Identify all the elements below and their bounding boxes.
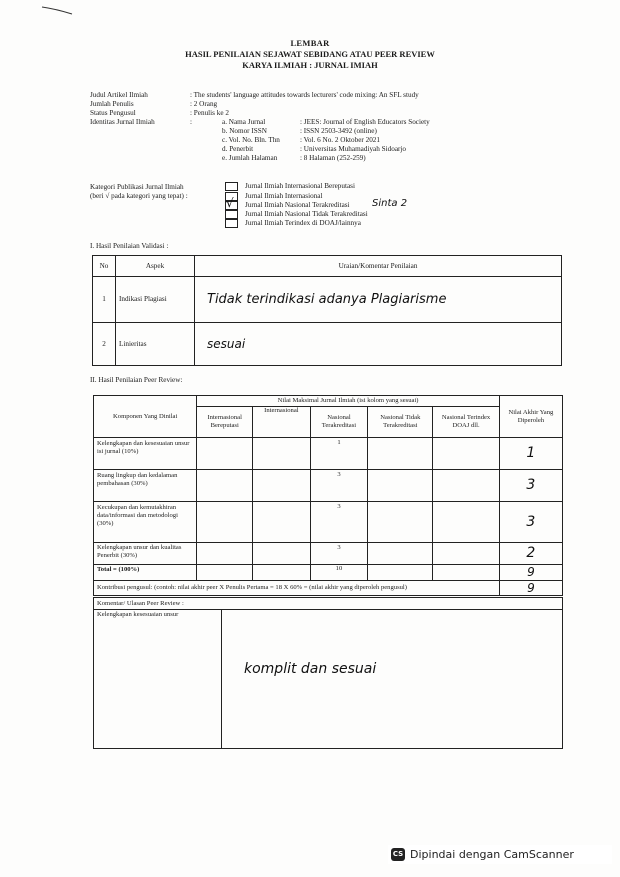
row-komponen: Kecukupan dan kemutakhiran data/informasi dan metodologi (30%) — [94, 501, 197, 542]
identitas-label: Identitas Jurnal Ilmiah — [90, 118, 155, 126]
header-line3: KARYA ILMIAH : JURNAL IMIAH — [242, 60, 378, 70]
komentar-handwritten: komplit dan sesuai — [244, 661, 377, 677]
row-nasional-value: 3 — [310, 469, 368, 501]
row-nasional-value: 3 — [310, 501, 368, 542]
row-komentar-handwritten: Tidak terindikasi adanya Plagiarisme — [195, 277, 562, 323]
table-row — [94, 542, 563, 565]
header-line1: LEMBAR — [290, 38, 330, 48]
table-row — [93, 277, 562, 323]
kategori-checkbox[interactable] — [225, 219, 238, 228]
row-no: 2 — [93, 323, 116, 366]
row-komponen: Ruang lingkup dan kedalaman pembahasan (30%) — [94, 469, 197, 501]
jumlah-value: : 2 Orang — [190, 100, 218, 108]
row-aspek: Indikasi Plagiasi — [116, 277, 195, 323]
camscanner-watermark — [388, 845, 612, 864]
row-nasional-value: 3 — [310, 542, 368, 565]
identitas-item-label: a. Nama Jurnal — [222, 118, 266, 126]
row-nasional-value: 1 — [310, 438, 368, 470]
total-nasional-value: 10 — [310, 565, 368, 580]
scan-mark — [40, 4, 76, 16]
komentar-box — [93, 597, 563, 749]
identitas-item-label: b. Nomor ISSN — [222, 127, 267, 135]
kategori-checkbox[interactable] — [225, 210, 238, 219]
komentar-column-divider — [221, 609, 222, 748]
total-row — [94, 565, 563, 580]
col-komponen-header: Komponen Yang Dinilai — [94, 396, 197, 438]
kategori-hint: (beri √ pada kategori yang tepat) : — [90, 192, 188, 200]
col-nilai-header: Nilai Akhir Yang Diperoleh — [499, 396, 562, 438]
identitas-item-value: : ISSN 2503-3492 (online) — [300, 127, 377, 135]
kategori-option: Jurnal Ilmiah Nasional Terakreditasi — [245, 201, 350, 209]
komentar-divider — [94, 609, 562, 610]
jumlah-label: Jumlah Penulis — [90, 100, 134, 108]
col-nasional-terindex: Nasional Terindex DOAJ dll. — [433, 407, 499, 438]
row-aspek: Linieritas — [116, 323, 195, 366]
identitas-item-value: : 8 Halaman (252-259) — [300, 154, 366, 162]
row-komponen: Kelengkapan dan kesesuaian unsur isi jurnal (10%) — [94, 438, 197, 470]
judul-label: Judul Artikel Ilmiah — [90, 91, 148, 99]
checkmark-icon: √ — [226, 196, 234, 210]
row-nilai-handwritten: 3 — [499, 501, 562, 542]
row-nilai-handwritten: 3 — [499, 469, 562, 501]
col-nasional-terakreditasi: Nasional Terakreditasi — [310, 407, 368, 438]
status-label: Status Pengusul — [90, 109, 136, 117]
total-label: Total = (100%) — [94, 565, 197, 580]
validasi-table — [92, 255, 562, 366]
table-row — [94, 469, 563, 501]
col-group-header: Nilai Maksimal Jurnal Ilmiah (isi kolom yang sesuai) — [197, 396, 499, 407]
identitas-item-label: c. Vol. No. Bln. Thn — [222, 136, 280, 144]
identitas-item-value: : Universitas Muhamadiyah Sidoarjo — [300, 145, 406, 153]
camscanner-logo-icon: CS — [391, 848, 405, 861]
identitas-item-label: d. Penerbit — [222, 145, 254, 153]
camscanner-text: Dipindai dengan CamScanner — [410, 848, 574, 861]
kategori-checkbox[interactable] — [225, 182, 238, 191]
table-row — [94, 501, 563, 542]
kontribusi-nilai-handwritten: 9 — [499, 580, 562, 595]
col-nasional-tidak-terakreditasi: Nasional Tidak Terakreditasi — [368, 407, 433, 438]
col-no-header: No — [93, 256, 116, 277]
komentar-title: Komentar/ Ulasan Peer Review : — [97, 600, 184, 607]
row-nilai-handwritten: 2 — [499, 542, 562, 565]
identitas-item-value: : JEES: Journal of English Educators Society — [300, 118, 430, 126]
kategori-option: Jurnal Ilmiah Internasional — [245, 192, 323, 200]
judul-value: : The students' language attitudes towards lecturers' code mixing: An SFL study — [190, 91, 419, 99]
peer-review-table — [93, 395, 563, 596]
section2-title: II. Hasil Penilaian Peer Review: — [90, 376, 183, 384]
komentar-label: Kelengkapan kesesuaian unsur — [97, 611, 179, 618]
col-komentar-header: Uraian/Komentar Penilaian — [195, 256, 562, 277]
header-line2: HASIL PENILAIAN SEJAWAT SEBIDANG ATAU PEER REVIEW — [185, 49, 435, 59]
col-internasional-bereputasi: Internasional Bereputasi — [197, 407, 253, 438]
identitas-item-label: e. Jumlah Halaman — [222, 154, 278, 162]
kategori-option: Jurnal Ilmiah Nasional Tidak Terakreditasi — [245, 210, 368, 218]
kontribusi-row — [94, 580, 563, 595]
identitas-item-value: : Vol. 6 No. 2 Oktober 2021 — [300, 136, 380, 144]
col-aspek-header: Aspek — [116, 256, 195, 277]
table-row — [94, 438, 563, 470]
row-komentar-handwritten: sesuai — [195, 323, 562, 366]
identitas-colon: : — [190, 118, 192, 126]
row-no: 1 — [93, 277, 116, 323]
row-nilai-handwritten: 1 — [499, 438, 562, 470]
col-internasional: Internasional — [253, 407, 311, 438]
kontribusi-text: Kontribusi pengusul: (contoh: nilai akhir peer X Penulis Pertama = 18 X 60% = (nilai akhir yang diperoleh pengusul) — [94, 580, 500, 595]
handwritten-sinta-note: Sinta 2 — [372, 198, 408, 209]
status-value: : Penulis ke 2 — [190, 109, 229, 117]
kategori-option: Jurnal Ilmiah Internasional Bereputasi — [245, 182, 355, 190]
table-row — [93, 323, 562, 366]
row-komponen: Kelengkapan unsur dan kualitas Penerbit (30%) — [94, 542, 197, 565]
kategori-label: Kategori Publikasi Jurnal Ilmiah — [90, 183, 184, 191]
total-nilai-handwritten: 9 — [499, 565, 562, 580]
section1-title: I. Hasil Penilaian Validasi : — [90, 242, 169, 250]
kategori-option: Jurnal Ilmiah Terindex di DOAJ/lainnya — [245, 219, 361, 227]
